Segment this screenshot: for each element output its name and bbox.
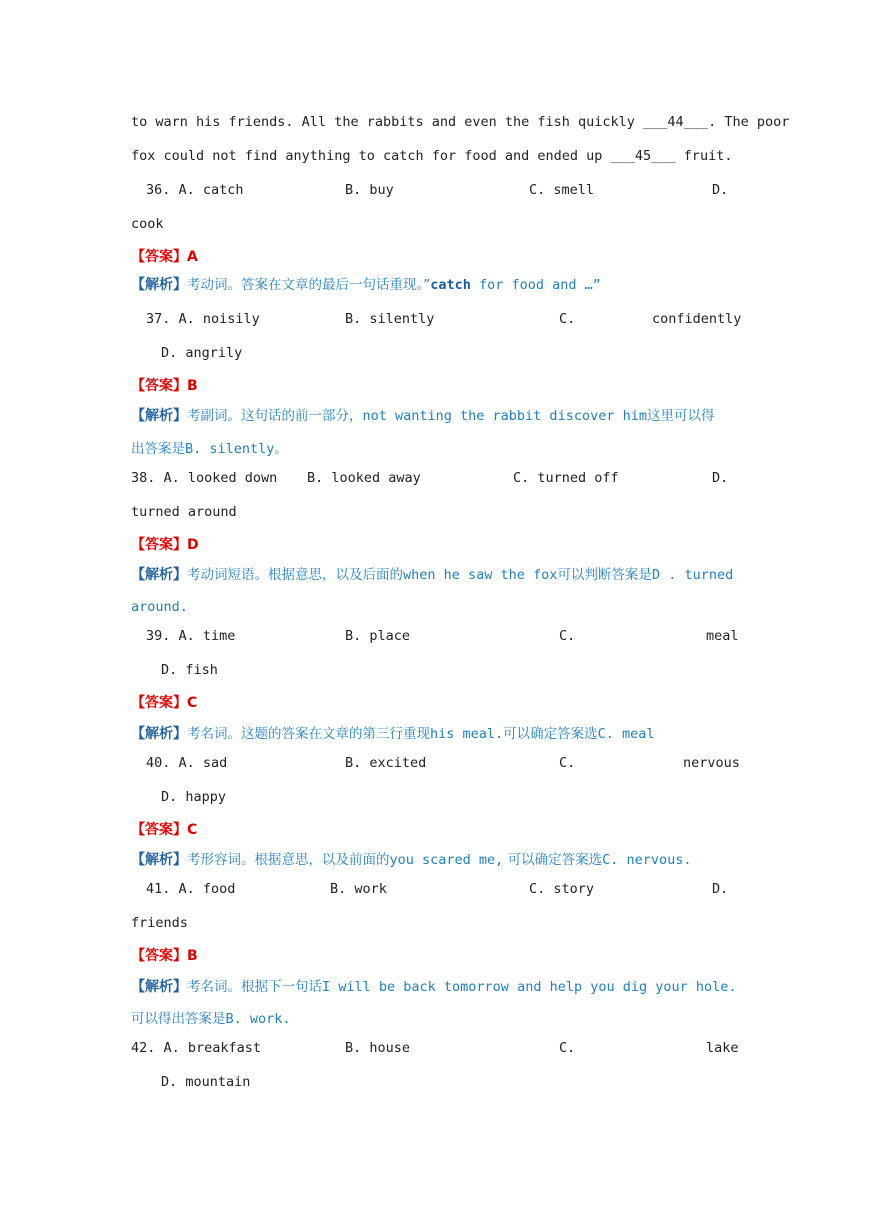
question-41-option-d: D.	[712, 881, 729, 897]
explanation-quote: D . turned	[651, 567, 734, 583]
explanation-quote: when he saw the fox	[403, 567, 558, 583]
explanation-quote: not wanting the rabbit discover him	[362, 408, 647, 424]
explanation-quote: I will be back tomorrow and help you dig your hole.	[322, 979, 737, 995]
question-42-option-c: C.	[559, 1040, 576, 1056]
question-37-option-c-text: confidently	[652, 311, 742, 327]
explanation-tag: 【解析】	[131, 567, 187, 583]
question-38-option-d: D.	[712, 470, 729, 486]
answer-tag: 【答案】	[131, 695, 187, 711]
explanation-text: 可以确定答案选	[503, 726, 598, 742]
explanation-text: 可以确定答案选	[503, 852, 603, 868]
question-38-option-b: B. looked away	[307, 470, 421, 486]
question-38-explanation-line-2: around.	[131, 599, 188, 615]
question-36-option-d: D.	[712, 182, 729, 198]
explanation-text: 可以判断答案是	[557, 567, 652, 583]
question-39-explanation	[131, 726, 655, 742]
question-41-explanation-line-2	[131, 1011, 291, 1027]
explanation-tag: 【解析】	[131, 277, 187, 293]
question-36-option-c: C. smell	[529, 182, 595, 198]
question-40-option-d: D. happy	[161, 789, 227, 805]
answer-tag: 【答案】	[131, 378, 187, 394]
question-38-explanation-line-1	[131, 567, 733, 583]
question-39-answer	[131, 695, 197, 711]
explanation-quote: his meal.	[430, 726, 504, 742]
explanation-quote: C. nervous.	[602, 852, 692, 868]
question-42-option-b: B. house	[345, 1040, 411, 1056]
answer-tag: 【答案】	[131, 249, 187, 265]
question-42-option-d: D. mountain	[161, 1074, 251, 1090]
question-41-answer	[131, 948, 198, 964]
explanation-text: 考形容词。根据意思，以及前面的	[187, 852, 390, 868]
question-41-option-d-text: friends	[131, 915, 188, 931]
explanation-quote: you scared me,	[389, 852, 504, 868]
question-37-option-d: D. angrily	[161, 345, 243, 361]
question-39-option-b: B. place	[345, 628, 411, 644]
answer-letter: D	[187, 537, 199, 553]
question-36-answer	[131, 249, 198, 265]
explanation-tag: 【解析】	[131, 852, 187, 868]
question-37-option-a: 37. A. noisily	[146, 311, 260, 327]
explanation-quote: B. silently。	[185, 441, 288, 457]
question-38-option-c: C. turned off	[513, 470, 619, 486]
question-41-option-a: 41. A. food	[146, 881, 236, 897]
explanation-quote: B. work.	[225, 1011, 291, 1027]
answer-tag: 【答案】	[131, 822, 187, 838]
answer-letter: B	[187, 378, 198, 394]
explanation-tag: 【解析】	[131, 726, 187, 742]
question-41-option-b: B. work	[330, 881, 387, 897]
question-36-explanation	[131, 277, 601, 293]
explanation-text: 考名词。这题的答案在文章的第三行重现	[187, 726, 430, 742]
question-42-option-a: 42. A. breakfast	[131, 1040, 262, 1056]
explanation-text: 考副词。这句话的前一部分，	[187, 408, 363, 424]
question-39-option-c: C.	[559, 628, 576, 644]
question-39-option-c-text: meal	[706, 628, 739, 644]
question-38-answer	[131, 537, 199, 553]
question-40-option-a: 40. A. sad	[146, 755, 228, 771]
question-37-option-c: C.	[559, 311, 576, 327]
explanation-text: 出答案是	[131, 441, 185, 457]
explanation-text: 考动词短语。根据意思，以及后面的	[187, 567, 403, 583]
question-39-option-a: 39. A. time	[146, 628, 236, 644]
question-37-explanation-line-2	[131, 441, 288, 457]
explanation-keyword: catch	[430, 277, 471, 293]
question-40-option-c-text: nervous	[683, 755, 740, 771]
explanation-tag: 【解析】	[131, 979, 187, 995]
question-36-option-a: 36. A. catch	[146, 182, 244, 198]
question-37-explanation-line-1	[131, 408, 714, 424]
question-38-option-d-text: turned around	[131, 504, 237, 520]
question-39-option-d: D. fish	[161, 662, 218, 678]
answer-tag: 【答案】	[131, 948, 187, 964]
question-40-explanation	[131, 852, 692, 868]
explanation-text: 考名词。根据下一句话	[187, 979, 322, 995]
explanation-text: 可以得出答案是	[131, 1011, 226, 1027]
passage-line-1: to warn his friends. All the rabbits and even the fish quickly ___44___. The poor	[131, 114, 790, 130]
question-40-option-b: B. excited	[345, 755, 427, 771]
explanation-quote: C. meal	[597, 726, 655, 742]
question-37-option-b: B. silently	[345, 311, 435, 327]
explanation-text: 这里可以得	[646, 408, 715, 424]
explanation-text: for food and …”	[470, 277, 601, 293]
answer-letter: A	[187, 249, 198, 265]
answer-letter: C	[187, 695, 198, 711]
explanation-text: 考动词。答案在文章的最后一句话重现。”	[187, 277, 431, 293]
answer-tag: 【答案】	[131, 537, 187, 553]
question-40-answer	[131, 822, 197, 838]
question-40-option-c: C.	[559, 755, 576, 771]
question-36-option-d-text: cook	[131, 216, 164, 232]
passage-line-2: fox could not find anything to catch for food and ended up ___45___ fruit.	[131, 148, 733, 164]
answer-letter: C	[187, 822, 198, 838]
answer-letter: B	[187, 948, 198, 964]
question-41-explanation-line-1	[131, 979, 737, 995]
question-42-option-c-text: lake	[706, 1040, 739, 1056]
explanation-tag: 【解析】	[131, 408, 187, 424]
question-38-option-a: 38. A. looked down	[131, 470, 278, 486]
question-36-option-b: B. buy	[345, 182, 394, 198]
question-41-option-c: C. story	[529, 881, 595, 897]
question-37-answer	[131, 378, 198, 394]
